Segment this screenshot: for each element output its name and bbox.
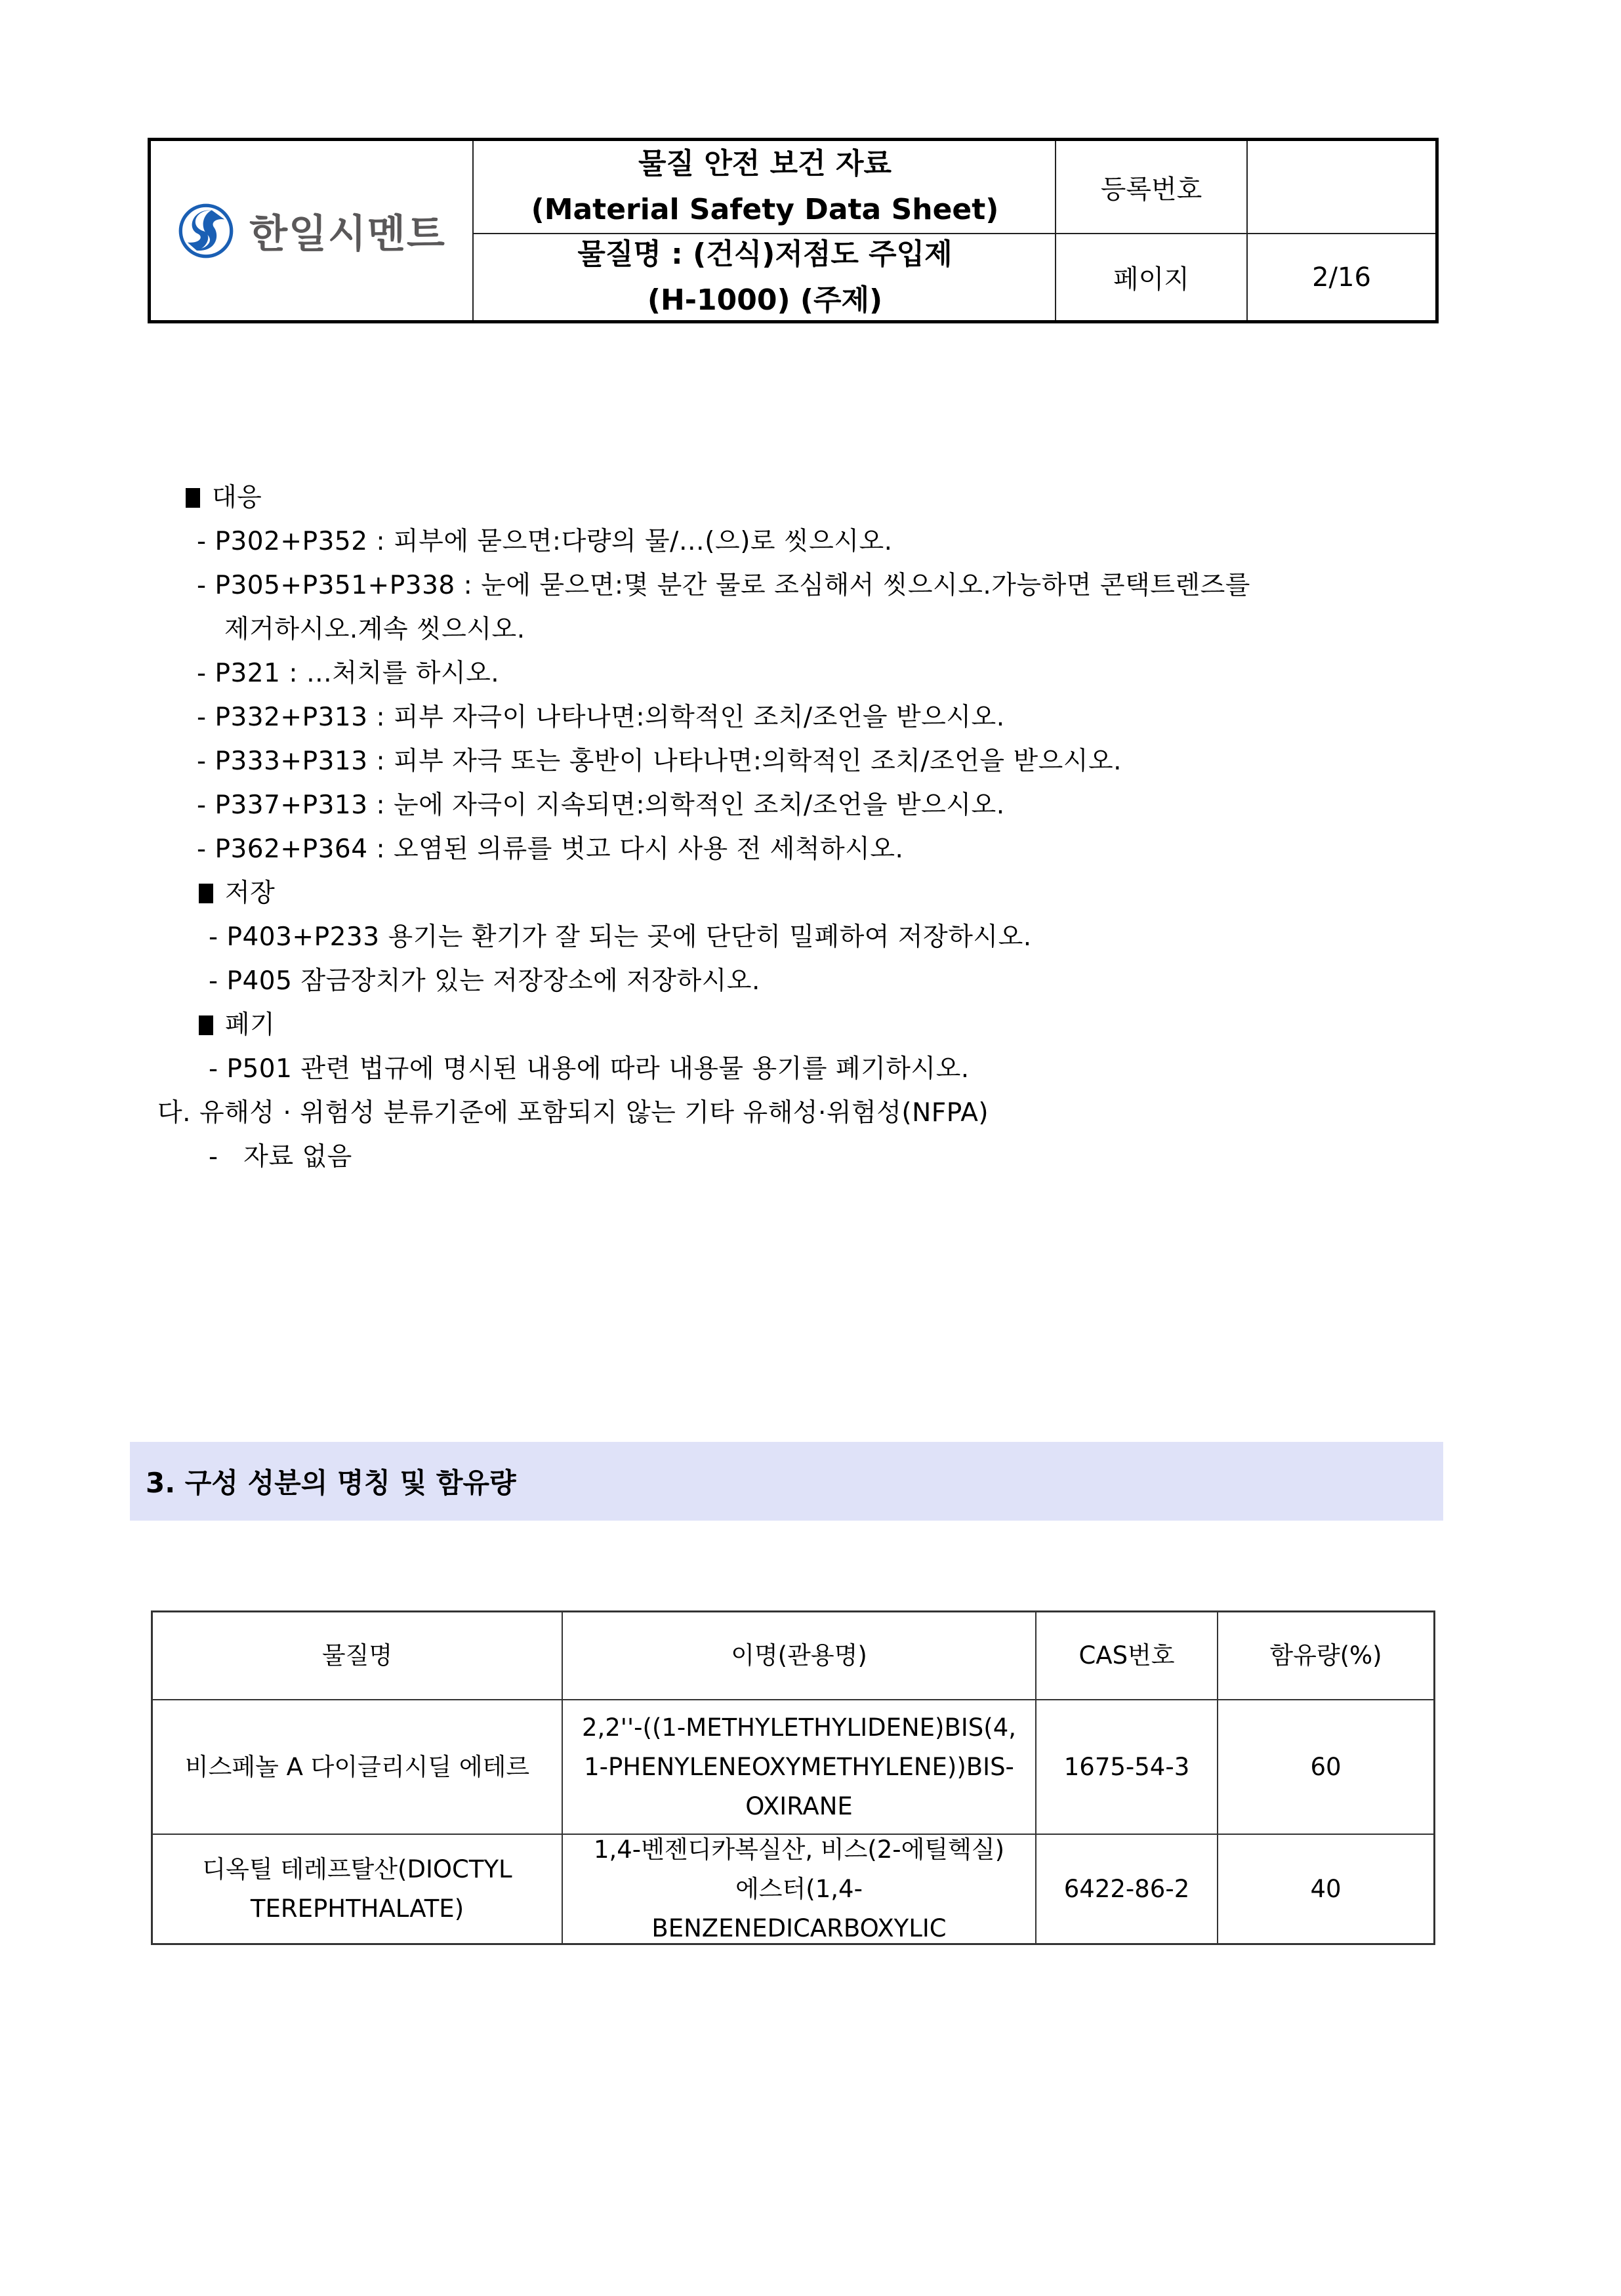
- table-cell-name: 디옥틸 테레프탈산(DIOCTYL TEREPHTHALATE): [202, 1855, 512, 1923]
- response-item: - P362+P364 : 오염된 의류를 벗고 다시 사용 전 세척하시오.: [197, 834, 904, 864]
- storage-heading: 저장: [199, 872, 275, 909]
- other-hazards-value: - 자료 없음: [209, 1142, 352, 1172]
- table-cell-content: 40: [1310, 1874, 1342, 1903]
- response-heading: 대응: [186, 477, 262, 514]
- square-bullet-icon: [186, 488, 200, 508]
- column-header-synonym: 이명(관용명): [731, 1641, 867, 1670]
- response-item: - P333+P313 : 피부 자극 또는 홍반이 나타나면:의학적인 조치/조언을 받으시오.: [197, 747, 1122, 776]
- table-cell-name: 비스페놀 A 다이글리시딜 에테르: [184, 1752, 530, 1781]
- company-name: 한일시멘트: [249, 211, 446, 257]
- response-item: - P302+P352 : 피부에 묻으면:다량의 물/…(으)로 씻으시오.: [197, 527, 893, 556]
- disposal-item: - P501 관련 법규에 명시된 내용에 따라 내용물 용기를 폐기하시오.: [209, 1054, 970, 1084]
- disposal-heading: 폐기: [199, 1004, 275, 1041]
- column-header-name: 물질명: [321, 1641, 393, 1670]
- page-number: 2/16: [1312, 262, 1371, 293]
- table-cell-synonym: 1,4-벤젠디카복실산, 비스(2-에틸헥실) 에스터(1,4-BENZENEDICARBOXYLIC: [593, 1835, 1005, 1942]
- composition-table: [151, 1610, 1435, 1945]
- response-item: - P321 : …처치를 하시오.: [197, 659, 500, 688]
- response-item-continued: 제거하시오.계속 씻으시오.: [224, 615, 525, 644]
- reg-no-label: 등록번호: [1100, 174, 1202, 205]
- table-cell-cas: 6422-86-2: [1063, 1874, 1190, 1903]
- title-korean: 물질 안전 보건 자료: [638, 147, 892, 180]
- table-cell-content: 60: [1310, 1752, 1342, 1781]
- section-header-band: [130, 1442, 1443, 1521]
- product-name-line1: 물질명 : (건식)저점도 주입제: [577, 237, 953, 271]
- reg-no-value: [1248, 141, 1435, 233]
- product-name: [474, 234, 1056, 320]
- column-header-content: 함유량(%): [1269, 1641, 1382, 1670]
- response-item: - P337+P313 : 눈에 자극이 지속되면:의학적인 조치/조언을 받으시오.: [197, 790, 1005, 820]
- section-title: 3. 구성 성분의 명칭 및 함유량: [146, 1467, 516, 1499]
- response-item: - P332+P313 : 피부 자극이 나타나면:의학적인 조치/조언을 받으시오.: [197, 703, 1005, 732]
- hanil-s-logo-icon: [177, 202, 235, 260]
- square-bullet-icon: [199, 1015, 213, 1035]
- table-cell-synonym: 2,2''-((1-METHYLETHYLIDENE)BIS(4,1-PHENYLENEOXYMETHYLENE))BIS-OXIRANE: [581, 1713, 1017, 1820]
- page-label: 페이지: [1113, 264, 1189, 295]
- storage-item: - P405 잠금장치가 있는 저장장소에 저장하시오.: [209, 966, 760, 996]
- document-title: [474, 141, 1056, 233]
- response-item: - P305+P351+P338 : 눈에 묻으면:몇 분간 물로 조심해서 씻으시오.가능하면 콘택트렌즈를: [197, 571, 1250, 600]
- company-logo: [151, 141, 472, 320]
- other-hazards-heading: 다. 유해성 · 위험성 분류기준에 포함되지 않는 기타 유해성·위험성(NFPA): [157, 1098, 989, 1128]
- storage-item: - P403+P233 용기는 환기가 잘 되는 곳에 단단히 밀폐하여 저장하시오.: [209, 922, 1032, 952]
- document-header: [148, 138, 1439, 323]
- column-header-cas: CAS번호: [1078, 1641, 1175, 1670]
- table-cell-cas: 1675-54-3: [1063, 1752, 1190, 1781]
- product-name-line2: (H-1000) (주제): [647, 283, 883, 317]
- square-bullet-icon: [199, 884, 213, 903]
- title-english: (Material Safety Data Sheet): [531, 193, 999, 226]
